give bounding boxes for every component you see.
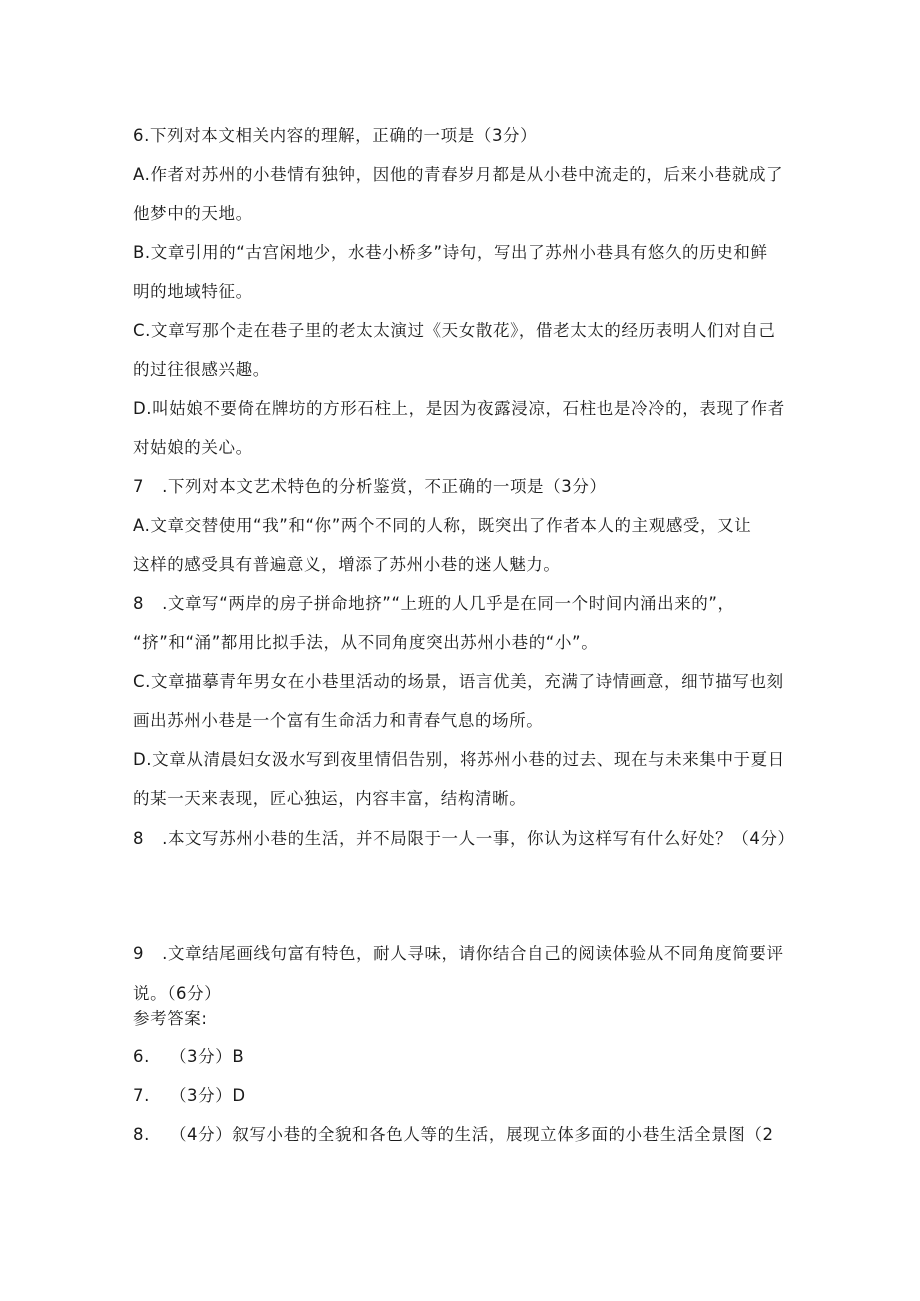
q8-number: 8 [133,829,145,848]
q6-option-c-line1: C.文章写那个走在巷子里的老太太演过《天女散花》，借老太太的经历表明人们对自己 [133,321,776,340]
answer-number: 6. [133,1047,150,1066]
q9-stem-line1 [133,943,784,965]
q6-option-a-line2: 他梦中的天地。 [133,204,253,223]
answers-title: 参考答案: [133,1009,208,1028]
q8-stem-text: .本文写苏州小巷的生活，并不局限于一人一事，你认为这样写有什么好处？（4分） [162,829,795,848]
q7-option-a-line1: A.文章交替使用“我”和“你”两个不同的人称，既突出了作者本人的主观感受，又让 [133,516,752,535]
q7-number: 7 [133,477,145,496]
q6-option-c-line2: 的过往很感兴趣。 [133,360,270,379]
q6-option-b-line1: B.文章引用的“古宫闲地少，水巷小桥多”诗句，写出了苏州小巷具有悠久的历史和鲜 [133,243,768,262]
q9-number: 9 [133,944,145,963]
q6-option-a-line1: A.作者对苏州的小巷情有独钟，因他的青春岁月都是从小巷中流走的，后来小巷就成了 [133,165,784,184]
q8-stem [133,828,795,850]
q7-option-c-line2: 画出苏州小巷是一个富有生命活力和青春气息的场所。 [133,711,544,730]
q7-option-c-line1: C.文章描摹青年男女在小巷里活动的场景，语言优美，充满了诗情画意，细节描写也刻 [133,672,784,691]
answer-item-7 [133,1085,246,1107]
q9-stem-text: .文章结尾画线句富有特色，耐人寻味，请你结合自己的阅读体验从不同角度简要评 [162,944,784,963]
q7-option-a-line2: 这样的感受具有普遍意义，增添了苏州小巷的迷人魅力。 [133,555,561,574]
q7-option-b-number: 8 [133,594,145,613]
q7-option-b-text: .文章写“两岸的房子拼命地挤”“上班的人几乎是在同一个时间内涌出来的”， [162,594,735,613]
answer-text: （3分）D [169,1086,246,1105]
q7-stem-text: .下列对本文艺术特色的分析鉴赏，不正确的一项是（3分） [162,477,607,496]
answer-number: 7. [133,1086,150,1105]
q7-option-d-line2: 的某一天来表现，匠心独运，内容丰富，结构清晰。 [133,789,527,808]
answer-text: （3分）B [169,1047,245,1066]
q9-stem-line2: 说。（6分） [133,984,222,1003]
answer-number: 8. [133,1125,150,1144]
q7-option-b-line1 [133,593,735,615]
q6-option-d-line2: 对姑娘的关心。 [133,438,253,457]
answer-text: （4分）叙写小巷的全貌和各色人等的生活，展现立体多面的小巷生活全景图（2 [169,1125,774,1144]
q7-stem [133,476,607,498]
answer-item-6 [133,1046,244,1068]
q6-option-d-line1: D.叫姑娘不要倚在牌坊的方形石柱上，是因为夜露浸凉，石柱也是冷冷的，表现了作者 [133,399,785,418]
q7-option-d-line1: D.文章从清晨妇女汲水写到夜里情侣告别，将苏州小巷的过去、现在与未来集中于夏日 [133,750,785,769]
q6-option-b-line2: 明的地域特征。 [133,282,253,301]
answer-item-8 [133,1124,774,1146]
q7-option-b-line2: “挤”和“涌”都用比拟手法，从不同角度突出苏州小巷的“小”。 [133,633,599,652]
q6-stem: 6.下列对本文相关内容的理解，正确的一项是（3分） [133,126,538,145]
